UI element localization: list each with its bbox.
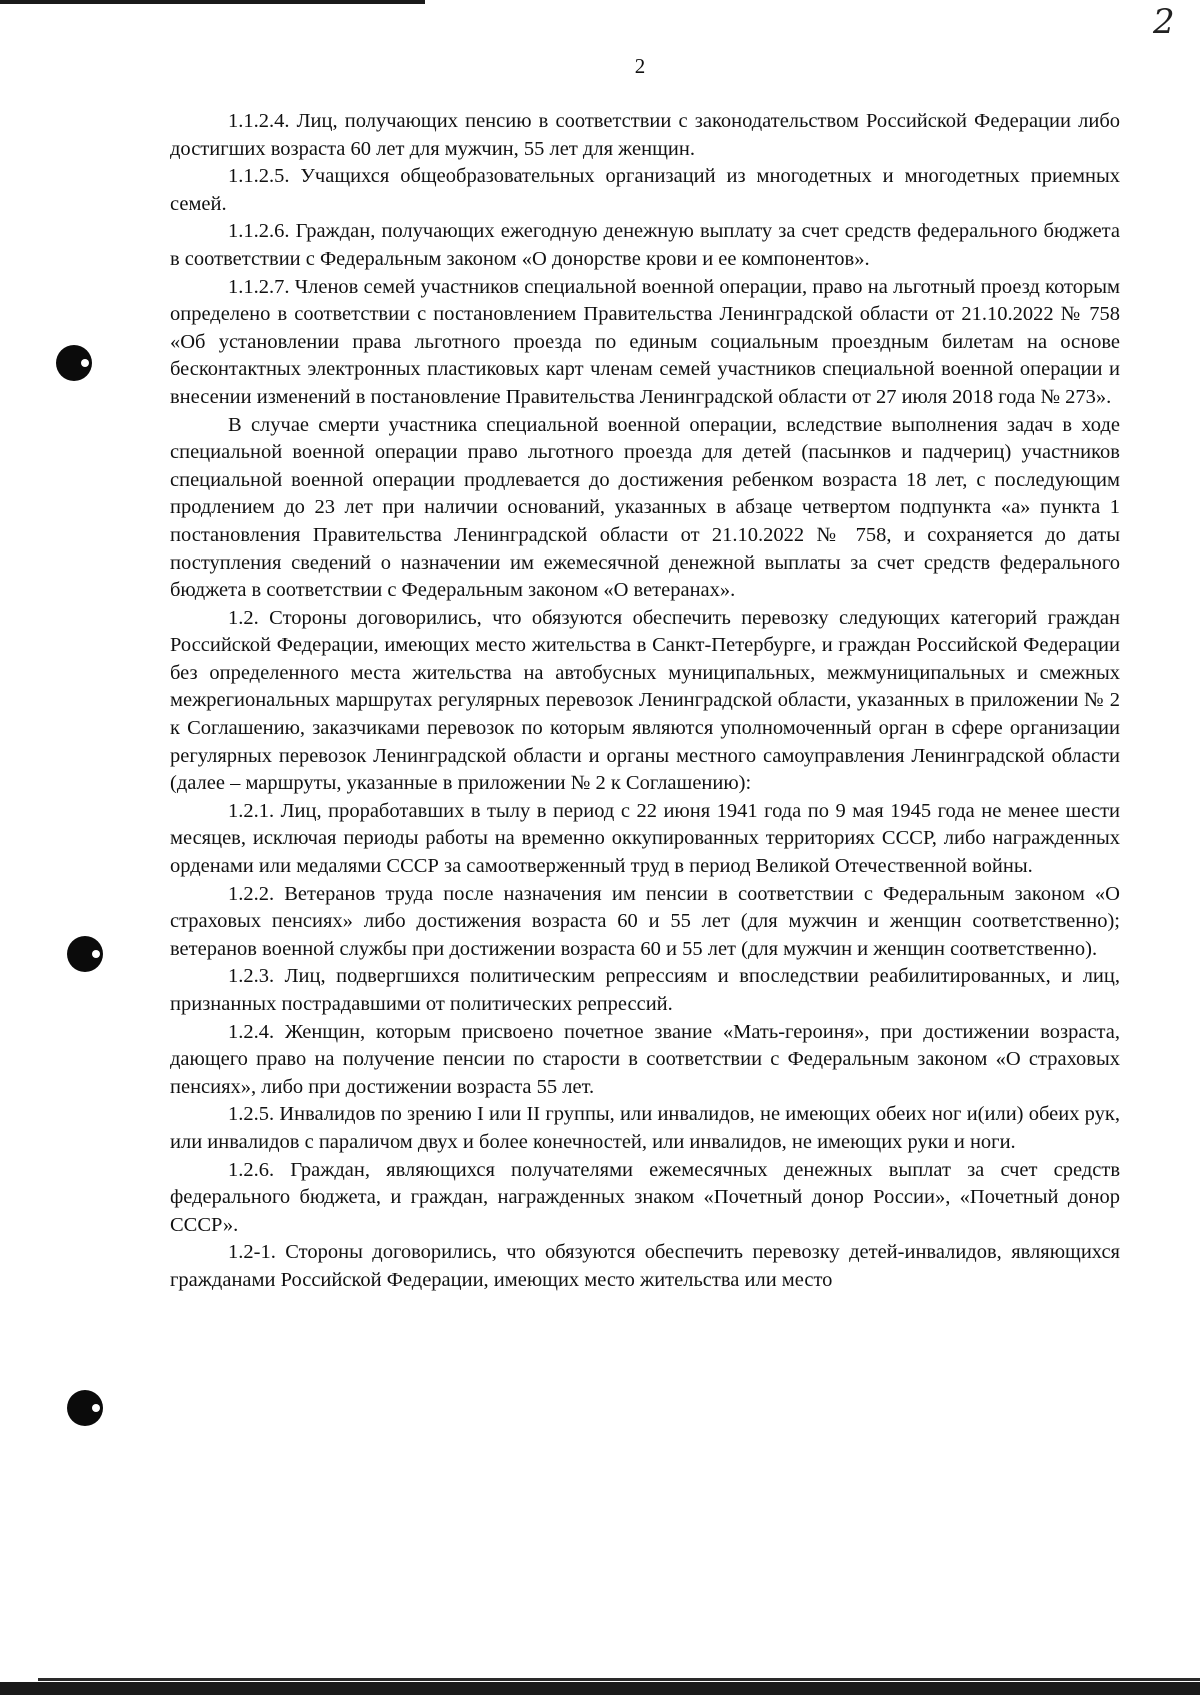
paragraph-1-1-2-5: 1.1.2.5. Учащихся общеобразовательных организаций из многодетных и многодетных приемных семей. [170, 165, 1120, 215]
handwritten-page-number: 2 [1153, 2, 1175, 42]
paragraph-1-2-4: 1.2.4. Женщин, которым присвоено почетное звание «Мать-героиня», при достижении возраста, дающего право на получение пенсии по старости в соответствии с Федеральным законом «О страховых пенсиях», либо при достижении возраста 55 лет. [170, 1020, 1120, 1098]
paragraph-1-2: 1.2. Стороны договорились, что обязуются обеспечить перевозку следующих категорий граждан Российской Федерации, имеющих место жительства в Санкт-Петербурге, и граждан Российской Федерации без определенного места жительства на автобусных муниципальных, межмуниципальных и смежных межрегиональных маршрутах регулярных перевозок Ленинградской области, указанных в приложении № 2 к Соглашению, заказчиками перевозок по которым являются уполномоченный орган в сфере организации регулярных перевозок Ленинградской области и органы местного самоуправления Ленинградской области (далее – маршруты, указанные в приложении № 2 к Соглашению): [170, 606, 1120, 795]
scan-border-bottom [0, 1682, 1200, 1695]
document-body [170, 108, 1120, 1295]
paragraph-1-1-2-7: 1.1.2.7. Членов семей участников специальной военной операции, право на льготный проезд которым определено в соответствии с постановлением Правительства Ленинградской области от 21.10.2022 № 758 «Об установлении права льготного проезда по единым социальным проездным билетам на основе бесконтактных электронных пластиковых карт членам семей участников специальной военной операции и внесении изменений в постановление Правительства Ленинградской области от 27 июля 2018 года № 273». [170, 275, 1120, 408]
punch-hole-icon [67, 936, 103, 972]
paragraph-1-2-1: 1.2.1. Лиц, проработавших в тылу в период с 22 июня 1941 года по 9 мая 1945 года не менее шести месяцев, исключая периоды работы на временно оккупированных территориях СССР, либо награжденных орденами или медалями СССР за самоотверженный труд в период Великой Отечественной войны. [170, 799, 1120, 878]
paragraph-1-2-2: 1.2.2. Ветеранов труда после назначения им пенсии в соответствии с Федеральным законом «О страховых пенсиях» либо достижения возраста 60 и 55 лет (для мужчин и женщин соответственно); ветеранов военной службы при достижении возраста 60 и 55 лет (для мужчин и женщин соответственно). [170, 882, 1120, 960]
page-number: 2 [634, 54, 646, 78]
paragraph-svo-death-clause: В случае смерти участника специальной военной операции, вследствие выполнения задач в ходе специальной военной операции право льготного проезда для детей (пасынков и падчериц) участников специальной военной операции продлевается до достижения ребенком возраста 18 лет, с последующим продлением до 23 лет при наличии оснований, указанных в абзаце четвертом подпункта «а» пункта 1 постановления Правительства Ленинградской области от 21.10.2022 № 758, и сохраняется до даты поступления сведений о назначении им ежемесячной денежной выплаты за счет средств федерального бюджета в соответствии с Федеральным законом «О ветеранах». [170, 413, 1120, 602]
paragraph-1-2-3: 1.2.3. Лиц, подвергшихся политическим репрессиям и впоследствии реабилитированных, и лиц, признанных пострадавшими от политических репрессий. [170, 965, 1120, 1015]
punch-hole-icon [56, 345, 92, 381]
scan-border-top [0, 0, 425, 4]
paragraph-1-2-6: 1.2.6. Граждан, являющихся получателями ежемесячных денежных выплат за счет средств федерального бюджета, и граждан, награжденных знаком «Почетный донор России», «Почетный донор СССР». [170, 1158, 1120, 1236]
paragraph-1-1-2-4: 1.1.2.4. Лиц, получающих пенсию в соответствии с законодательством Российской Федерации либо достигших возраста 60 лет для мужчин, 55 лет для женщин. [170, 110, 1120, 160]
paragraph-1-2-5: 1.2.5. Инвалидов по зрению I или II группы, или инвалидов, не имеющих обеих ног и(или) обеих рук, или инвалидов с параличом двух и более конечностей, или инвалидов, не имеющих руки и ноги. [170, 1103, 1120, 1153]
punch-hole-icon [67, 1390, 103, 1426]
paragraph-1-1-2-6: 1.1.2.6. Граждан, получающих ежегодную денежную выплату за счет средств федерального бюджета в соответствии с Федеральным законом «О донорстве крови и ее компонентов». [170, 220, 1120, 270]
paragraph-1-2-dash-1: 1.2-1. Стороны договорились, что обязуются обеспечить перевозку детей-инвалидов, являющихся гражданами Российской Федерации, имеющих место жительства или место [170, 1241, 1120, 1291]
